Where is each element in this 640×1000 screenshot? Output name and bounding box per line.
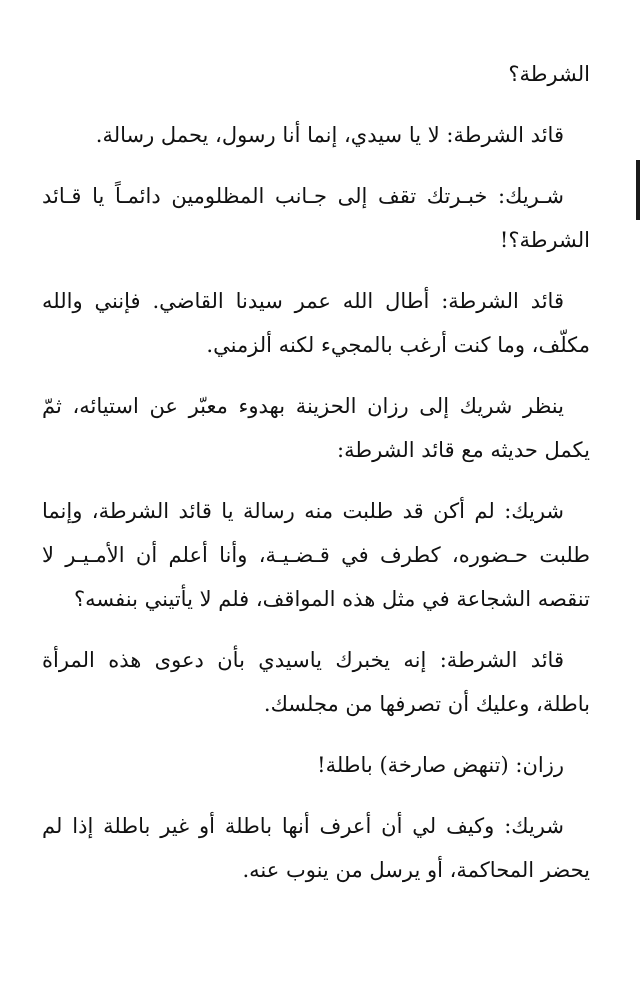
paragraph-2: قائد الشرطة: لا يا سيدي، إنما أنا رسول، يحمل رسالة. — [95, 123, 564, 147]
paragraph-3: شـريك: خبـرتك تقف إلى جـانب المظلومين دائمـاً يا قـائد الشرطة؟! — [42, 184, 590, 252]
paragraph-4: قائد الشرطة: أطال الله عمر سيدنا القاضي. فإنني والله مكلّف، وما كنت أرغب بالمجيء لكنه ألزمني. — [42, 289, 590, 357]
page-edge-mark — [636, 160, 640, 220]
paragraph-7: قائد الشرطة: إنه يخبرك ياسيدي بأن دعوى هذه المرأة باطلة، وعليك أن تصرفها من مجلسك. — [42, 648, 590, 716]
paragraph-8: رزان: (تنهض صارخة) باطلة! — [317, 753, 564, 777]
paragraph-6: شريك: لم أكن قد طلبت منه رسالة يا قائد الشرطة، وإنما طلبت حـضوره، كطرف في قـضـيـة، وأنا أعلم أن الأمـيـر لا تنقصه الشجاعة في مثل هذه المواقف، فلم لا يأتيني بنفسه؟ — [42, 499, 590, 611]
paragraph-5: ينظر شريك إلى رزان الحزينة بهدوء معبّر عن استيائه، ثمّ يكمل حديثه مع قائد الشرطة: — [42, 394, 590, 462]
paragraph-1: الشرطة؟ — [508, 62, 590, 86]
paragraph-9: شريك: وكيف لي أن أعرف أنها باطلة أو غير باطلة إذا لم يحضر المحاكمة، أو يرسل من ينوب عنه. — [42, 814, 590, 882]
document-page — [42, 52, 590, 909]
